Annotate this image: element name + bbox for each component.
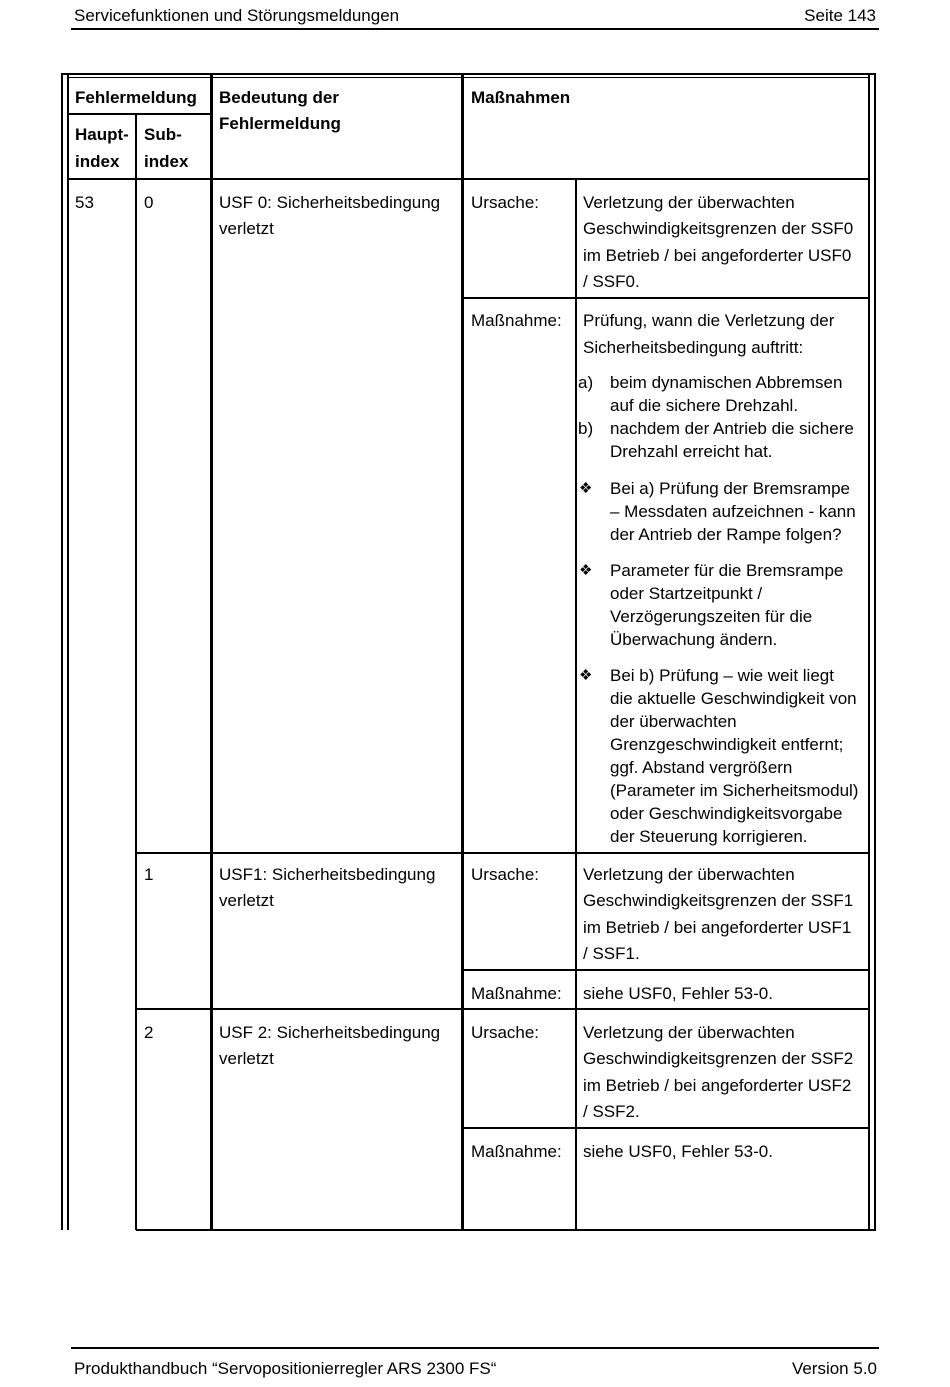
sub-index: 0 [144,193,154,212]
cause-label: Ursache: [471,193,540,212]
cause-label: Ursache: [471,865,540,884]
diamond-bullet-icon: ❖ [579,562,593,579]
action-text: siehe USF0, Fehler 53-0. [583,984,773,1003]
page-header [71,4,879,30]
bullet-line: (Parameter im Sicherheitsmodul) [610,781,859,800]
header-title: Servicefunktionen und Störungsmeldungen [74,6,400,25]
bullet-line: der Steuerung korrigieren. [610,827,808,846]
bullet-line: oder Geschwindigkeitsvorgabe [610,804,843,823]
cause-line: Geschwindigkeitsgrenzen der SSF1 [583,891,854,910]
bullet-line: – Messdaten aufzeichnen - kann [610,502,856,521]
footer-title: Produkthandbuch “Servopositionierregler ARS 2300 FS“ [74,1359,497,1378]
header-bedeutung-1: Bedeutung der [219,88,339,107]
header-fehlermeldung: Fehlermeldung [75,88,197,107]
bullet-line: Grenzgeschwindigkeit entfernt; [610,735,844,754]
sub-index: 1 [144,865,154,884]
header-hauptindex-2: index [75,152,120,171]
header-bedeutung-2: Fehlermeldung [219,114,341,133]
cause-line: / SSF1. [583,944,640,963]
bullet-line: der Antrieb der Rampe folgen? [610,525,842,544]
meaning-line: verletzt [219,219,274,238]
bullet-line: Überwachung ändern. [610,630,778,649]
action-label: Maßnahme: [471,984,562,1003]
case-line: nachdem der Antrieb die sichere [610,419,854,438]
diamond-bullet-icon: ❖ [579,667,593,684]
cause-line: im Betrieb / bei angeforderter USF2 [583,1076,852,1095]
bullet-line: Verzögerungszeiten für die [610,607,813,626]
bullet-line: die aktuelle Geschwindigkeit von [610,689,857,708]
case-marker: a) [578,373,594,392]
bullet-line: Bei b) Prüfung – wie weit liegt [610,666,834,685]
cause-line: im Betrieb / bei angeforderter USF0 [583,246,852,265]
page-number: Seite 143 [804,6,876,25]
cause-line: Geschwindigkeitsgrenzen der SSF2 [583,1049,854,1068]
bullet-line: Bei a) Prüfung der Bremsrampe [610,479,850,498]
meaning-line: USF1: Sicherheitsbedingung [219,865,436,884]
cause-line: Verletzung der überwachten [583,193,795,212]
header-hauptindex-1: Haupt- [75,125,129,144]
action-intro: Sicherheitsbedingung auftritt: [583,338,804,357]
main-index: 53 [75,193,94,212]
meaning-line: verletzt [219,1049,274,1068]
cause-line: Verletzung der überwachten [583,865,795,884]
meaning-line: USF 2: Sicherheitsbedingung [219,1023,441,1042]
header-subindex-2: index [144,152,189,171]
diamond-bullet-icon: ❖ [579,480,593,497]
bullet-line: der überwachten [610,712,737,731]
sub-index: 2 [144,1023,154,1042]
case-marker: b) [578,419,594,438]
case-line: beim dynamischen Abbremsen [610,373,843,392]
case-line: Drehzahl erreicht hat. [610,442,773,461]
cause-label: Ursache: [471,1023,540,1042]
case-line: auf die sichere Drehzahl. [610,396,799,415]
cause-line: / SSF2. [583,1102,640,1121]
page-footer [71,1347,879,1384]
action-label: Maßnahme: [471,311,562,330]
cause-line: Geschwindigkeitsgrenzen der SSF0 [583,219,854,238]
meaning-line: USF 0: Sicherheitsbedingung [219,193,441,212]
footer-version: Version 5.0 [791,1359,877,1378]
cause-line: im Betrieb / bei angeforderter USF1 [583,918,852,937]
bullet-line: oder Startzeitpunkt / [610,584,763,603]
meaning-line: verletzt [219,891,274,910]
action-text: siehe USF0, Fehler 53-0. [583,1142,773,1161]
bullet-line: ggf. Abstand vergrößern [610,758,793,777]
cause-line: / SSF0. [583,272,640,291]
bullet-line: Parameter für die Bremsrampe [610,561,844,580]
header-massnahmen: Maßnahmen [471,88,571,107]
action-label: Maßnahme: [471,1142,562,1161]
header-subindex-1: Sub- [144,125,182,144]
action-intro: Prüfung, wann die Verletzung der [583,311,835,330]
cause-line: Verletzung der überwachten [583,1023,795,1042]
